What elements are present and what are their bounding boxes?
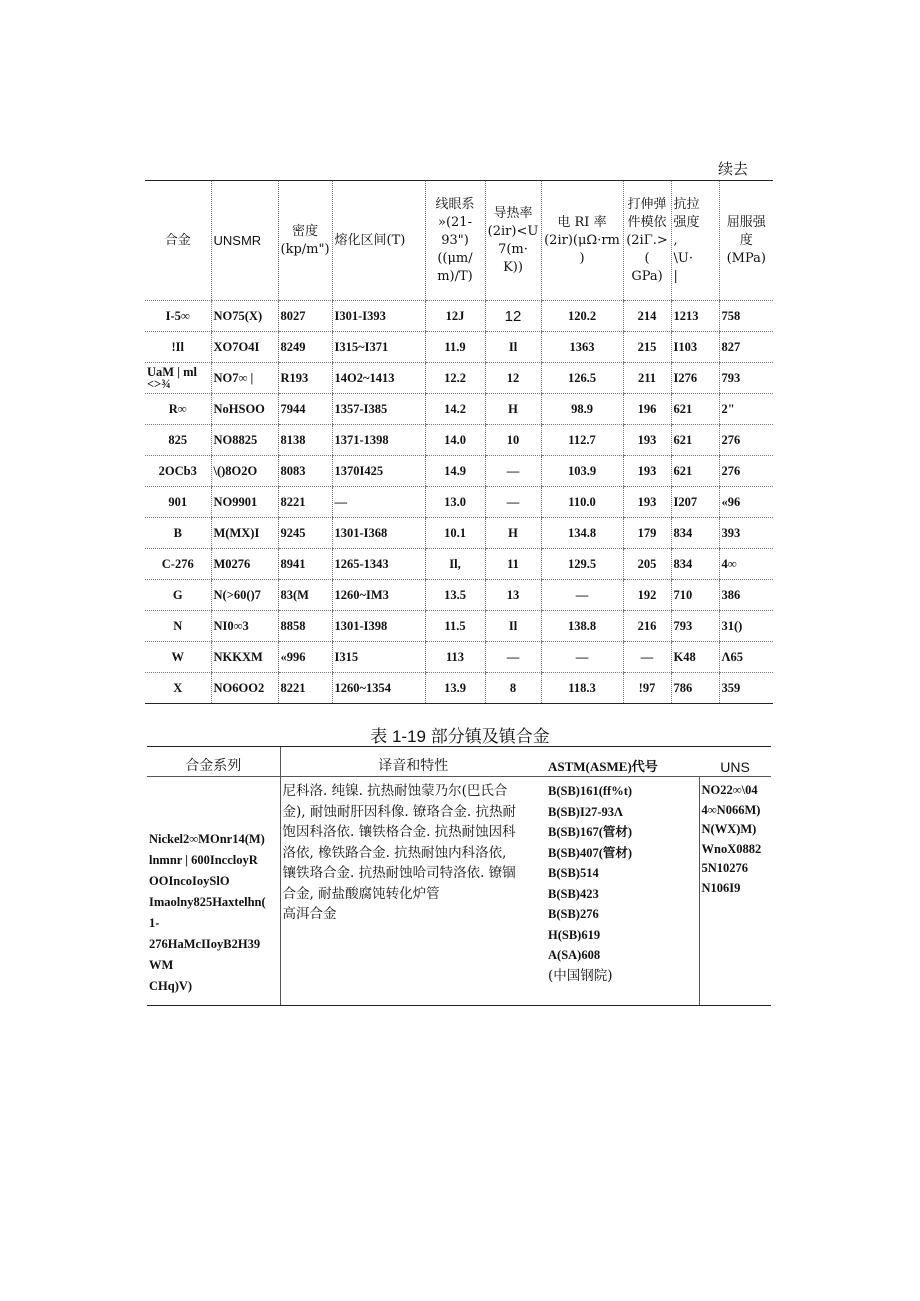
cell-conductivity: Il: [485, 332, 541, 363]
cell-line: 高洱合金: [282, 906, 337, 922]
alloy-series-cell: [147, 777, 280, 1006]
astm-code-cell: [546, 777, 699, 1006]
cell-line: 金), 耐蚀耐肝因科像. 镣珞合金. 抗热耐: [282, 803, 517, 820]
cell-line: CHq)V): [149, 979, 193, 993]
cell-resistivity: 129.5: [541, 549, 623, 580]
cell-conductivity: H: [485, 518, 541, 549]
cell-expansion: 14.0: [425, 425, 485, 456]
table2-title: 表 1-19 部分镇及镇合金: [370, 727, 550, 746]
header-alloy-series: 合金系列: [147, 747, 280, 777]
header-yield-strength: 屈服强 度 (MPa): [719, 181, 773, 301]
cell-line: 洛依, 橡铁路合金. 抗热耐蚀内科洛依,: [282, 844, 507, 861]
cell-uns: XO7O4I: [211, 332, 278, 363]
cell-conductivity: Il: [485, 611, 541, 642]
cell-yield: 4∞: [719, 549, 773, 580]
cell-resistivity: 112.7: [541, 425, 623, 456]
cell-resistivity: —: [541, 580, 623, 611]
cell-modulus: 193: [623, 456, 671, 487]
cell-expansion: Il,: [425, 549, 485, 580]
cell-expansion: 13.5: [425, 580, 485, 611]
table-row: [145, 394, 773, 425]
cell-uns: M0276: [211, 549, 278, 580]
cell-line: (中国钢院): [548, 967, 613, 984]
cell-melting: —: [332, 487, 425, 518]
cell-density: 8221: [278, 673, 332, 704]
cell-line: 镶铁珞合金. 抗热耐蚀哈司特洛依. 镣锢: [282, 865, 516, 881]
cell-alloy: 825: [145, 425, 211, 456]
table-row: [145, 332, 773, 363]
cell-tensile: 834: [671, 518, 719, 549]
cell-melting: 1265-1343: [332, 549, 425, 580]
cell-expansion: 11.9: [425, 332, 485, 363]
cell-yield: Λ65: [719, 642, 773, 673]
cell-tensile: 621: [671, 425, 719, 456]
cell-uns: NO8825: [211, 425, 278, 456]
header-astm-code: ASTM(ASME)代号: [546, 747, 699, 777]
cell-expansion: 14.2: [425, 394, 485, 425]
alloy-properties-table: [145, 180, 773, 704]
cell-resistivity: 138.8: [541, 611, 623, 642]
cell-line: NO22∞\04: [701, 783, 758, 797]
cell-conductivity: —: [485, 642, 541, 673]
header-uns-code: UNS: [699, 747, 771, 777]
nickel-alloy-series-table: [147, 746, 771, 1006]
cell-yield: 758: [719, 301, 773, 332]
cell-conductivity: 13: [485, 580, 541, 611]
cell-yield: 276: [719, 456, 773, 487]
header-thermal-conductivity: 导热率 (2ir)<U 7(m· K)): [485, 181, 541, 301]
cell-line: B(SB)167(管材): [548, 825, 633, 839]
cell-density: 8941: [278, 549, 332, 580]
cell-uns: NO75(X): [211, 301, 278, 332]
cell-expansion: 13.9: [425, 673, 485, 704]
header-elastic-modulus: 打伸弹 件模依 (2iΓ.>( GPa): [623, 181, 671, 301]
cell-uns: \()8O2O: [211, 456, 278, 487]
cell-conductivity: 12: [485, 363, 541, 394]
table2-row: [147, 777, 771, 1006]
cell-melting: I315: [332, 642, 425, 673]
header-alloy: 合金: [145, 181, 211, 301]
cell-resistivity: 98.9: [541, 394, 623, 425]
table-row: [145, 425, 773, 456]
cell-line: Nickel2∞MOnr14(M): [149, 832, 265, 846]
cell-tensile: I103: [671, 332, 719, 363]
cell-uns: NO6OO2: [211, 673, 278, 704]
cell-yield: 276: [719, 425, 773, 456]
cell-modulus: 215: [623, 332, 671, 363]
cell-yield: 386: [719, 580, 773, 611]
cell-modulus: 179: [623, 518, 671, 549]
cell-tensile: I276: [671, 363, 719, 394]
cell-expansion: 13.0: [425, 487, 485, 518]
cell-melting: I301-I393: [332, 301, 425, 332]
cell-alloy: N: [145, 611, 211, 642]
cell-uns: NO9901: [211, 487, 278, 518]
cell-expansion: 14.9: [425, 456, 485, 487]
cell-tensile: 793: [671, 611, 719, 642]
cell-melting: 1370I425: [332, 456, 425, 487]
cell-line: A(SA)608: [548, 948, 601, 962]
cell-resistivity: 120.2: [541, 301, 623, 332]
cell-expansion: 12.2: [425, 363, 485, 394]
cell-expansion: 113: [425, 642, 485, 673]
cell-melting: 1260~1354: [332, 673, 425, 704]
header-thermal-expansion: 线眼系 »(21- 93")((μm/ m)/T): [425, 181, 485, 301]
cell-line: 4∞N066M): [701, 802, 761, 817]
cell-tensile: 621: [671, 394, 719, 425]
cell-expansion: 10.1: [425, 518, 485, 549]
cell-alloy: B: [145, 518, 211, 549]
cell-alloy: I-5∞: [145, 301, 211, 332]
cell-expansion: 12J: [425, 301, 485, 332]
cell-density: 83(M: [278, 580, 332, 611]
cell-tensile: K48: [671, 642, 719, 673]
cell-conductivity: —: [485, 456, 541, 487]
table-row: [145, 580, 773, 611]
cell-modulus: 205: [623, 549, 671, 580]
cell-conductivity: 12: [485, 301, 541, 332]
cell-melting: 1301-I398: [332, 611, 425, 642]
table-row: [145, 549, 773, 580]
cell-resistivity: 126.5: [541, 363, 623, 394]
cell-line: B(SB)407(管材): [548, 845, 633, 860]
cell-density: R193: [278, 363, 332, 394]
cell-line: 尼科洛. 纯镍. 抗热耐蚀蒙乃尔(巴氏合: [282, 783, 508, 799]
cell-uns: NI0∞3: [211, 611, 278, 642]
table-row: [145, 363, 773, 394]
description-cell: [280, 777, 546, 1006]
table-row: [145, 456, 773, 487]
cell-density: 8083: [278, 456, 332, 487]
table-row: [145, 611, 773, 642]
cell-line: B(SB)423: [548, 886, 599, 901]
cell-tensile: 834: [671, 549, 719, 580]
cell-conductivity: 11: [485, 549, 541, 580]
cell-resistivity: 118.3: [541, 673, 623, 704]
cell-alloy: !Il: [145, 332, 211, 363]
cell-line: B(SB)I27-93Λ: [548, 804, 623, 819]
cell-line: H(SB)619: [548, 927, 601, 942]
cell-line: WM: [149, 958, 174, 972]
cell-tensile: 710: [671, 580, 719, 611]
cell-resistivity: 103.9: [541, 456, 623, 487]
cell-density: 8221: [278, 487, 332, 518]
cell-modulus: 214: [623, 301, 671, 332]
cell-yield: 359: [719, 673, 773, 704]
uns-code-cell: [699, 777, 771, 1006]
table1-body: [145, 301, 773, 704]
cell-line: 合金, 耐盐酸腐饨转化炉管: [282, 885, 440, 902]
cell-modulus: 211: [623, 363, 671, 394]
cell-tensile: 786: [671, 673, 719, 704]
cell-density: 9245: [278, 518, 332, 549]
cell-modulus: 192: [623, 580, 671, 611]
cell-tensile: 1213: [671, 301, 719, 332]
continued-label: 续去: [718, 160, 749, 178]
cell-resistivity: —: [541, 642, 623, 673]
cell-line: N(WX)M): [701, 822, 757, 836]
cell-expansion: 11.5: [425, 611, 485, 642]
table-row: [145, 487, 773, 518]
header-description: 译音和特性: [280, 747, 546, 777]
table1-header-row: [145, 181, 773, 301]
cell-modulus: !97: [623, 673, 671, 704]
cell-alloy: 901: [145, 487, 211, 518]
cell-yield: 2": [719, 394, 773, 425]
cell-modulus: 216: [623, 611, 671, 642]
header-uns: UNSMR: [211, 181, 278, 301]
cell-alloy: W: [145, 642, 211, 673]
cell-line: 5N10276: [701, 861, 749, 875]
table2-header-row: [147, 747, 771, 777]
cell-resistivity: 134.8: [541, 518, 623, 549]
cell-tensile: 621: [671, 456, 719, 487]
cell-resistivity: 1363: [541, 332, 623, 363]
header-density: 密度 (kp/m"): [278, 181, 332, 301]
cell-yield: 393: [719, 518, 773, 549]
cell-melting: 1357-I385: [332, 394, 425, 425]
cell-line: B(SB)161(ff%t): [548, 784, 633, 798]
table-row: [145, 301, 773, 332]
cell-line: WnoX0882: [701, 841, 762, 856]
table-row: [145, 642, 773, 673]
cell-line: B(SB)276: [548, 907, 599, 921]
cell-density: «996: [278, 642, 332, 673]
cell-uns: NoHSOO: [211, 394, 278, 425]
cell-melting: 1371-1398: [332, 425, 425, 456]
header-melting-range: 熔化区间(T): [332, 181, 425, 301]
cell-uns: NO7∞ |: [211, 363, 278, 394]
cell-yield: 793: [719, 363, 773, 394]
cell-line: N106I9: [701, 880, 741, 895]
cell-melting: I315~I371: [332, 332, 425, 363]
cell-line: 饱因科洛依. 镶铁格合金. 抗热耐蚀因科: [282, 824, 516, 840]
cell-melting: 1260~IM3: [332, 580, 425, 611]
cell-conductivity: H: [485, 394, 541, 425]
cell-alloy: 2OCb3: [145, 456, 211, 487]
cell-yield: 31(): [719, 611, 773, 642]
cell-yield: «96: [719, 487, 773, 518]
cell-density: 8858: [278, 611, 332, 642]
cell-modulus: 196: [623, 394, 671, 425]
cell-density: 8138: [278, 425, 332, 456]
cell-modulus: 193: [623, 425, 671, 456]
cell-line: OOIncoIoySlO: [149, 874, 230, 888]
cell-modulus: 193: [623, 487, 671, 518]
cell-alloy: G: [145, 580, 211, 611]
cell-line: B(SB)514: [548, 866, 599, 880]
cell-density: 8249: [278, 332, 332, 363]
cell-resistivity: 110.0: [541, 487, 623, 518]
cell-line: 1-: [149, 916, 160, 930]
cell-yield: 827: [719, 332, 773, 363]
cell-conductivity: —: [485, 487, 541, 518]
cell-tensile: I207: [671, 487, 719, 518]
table-row: [145, 518, 773, 549]
header-tensile-strength: 抗拉 强度 , \U· |: [671, 181, 719, 301]
table-row: [145, 673, 773, 704]
cell-modulus: —: [623, 642, 671, 673]
cell-density: 7944: [278, 394, 332, 425]
cell-line: lnmnr | 600IncclоyR: [149, 853, 258, 867]
cell-alloy: R∞: [145, 394, 211, 425]
cell-uns: N(>60()7: [211, 580, 278, 611]
cell-uns: NKKXM: [211, 642, 278, 673]
header-resistivity: 电 RI 率 (2ir)(μΩ·rm ): [541, 181, 623, 301]
cell-alloy: C-276: [145, 549, 211, 580]
cell-conductivity: 8: [485, 673, 541, 704]
cell-line: Imaolny825Haxtelhn(: [149, 895, 266, 909]
cell-density: 8027: [278, 301, 332, 332]
cell-uns: M(MX)I: [211, 518, 278, 549]
cell-melting: 1301-I368: [332, 518, 425, 549]
cell-alloy: X: [145, 673, 211, 704]
cell-melting: 14O2~1413: [332, 363, 425, 394]
cell-conductivity: 10: [485, 425, 541, 456]
cell-alloy: UaM | ml <>¾: [145, 363, 211, 394]
cell-line: 276HaMcIIoyB2H39: [149, 937, 261, 951]
